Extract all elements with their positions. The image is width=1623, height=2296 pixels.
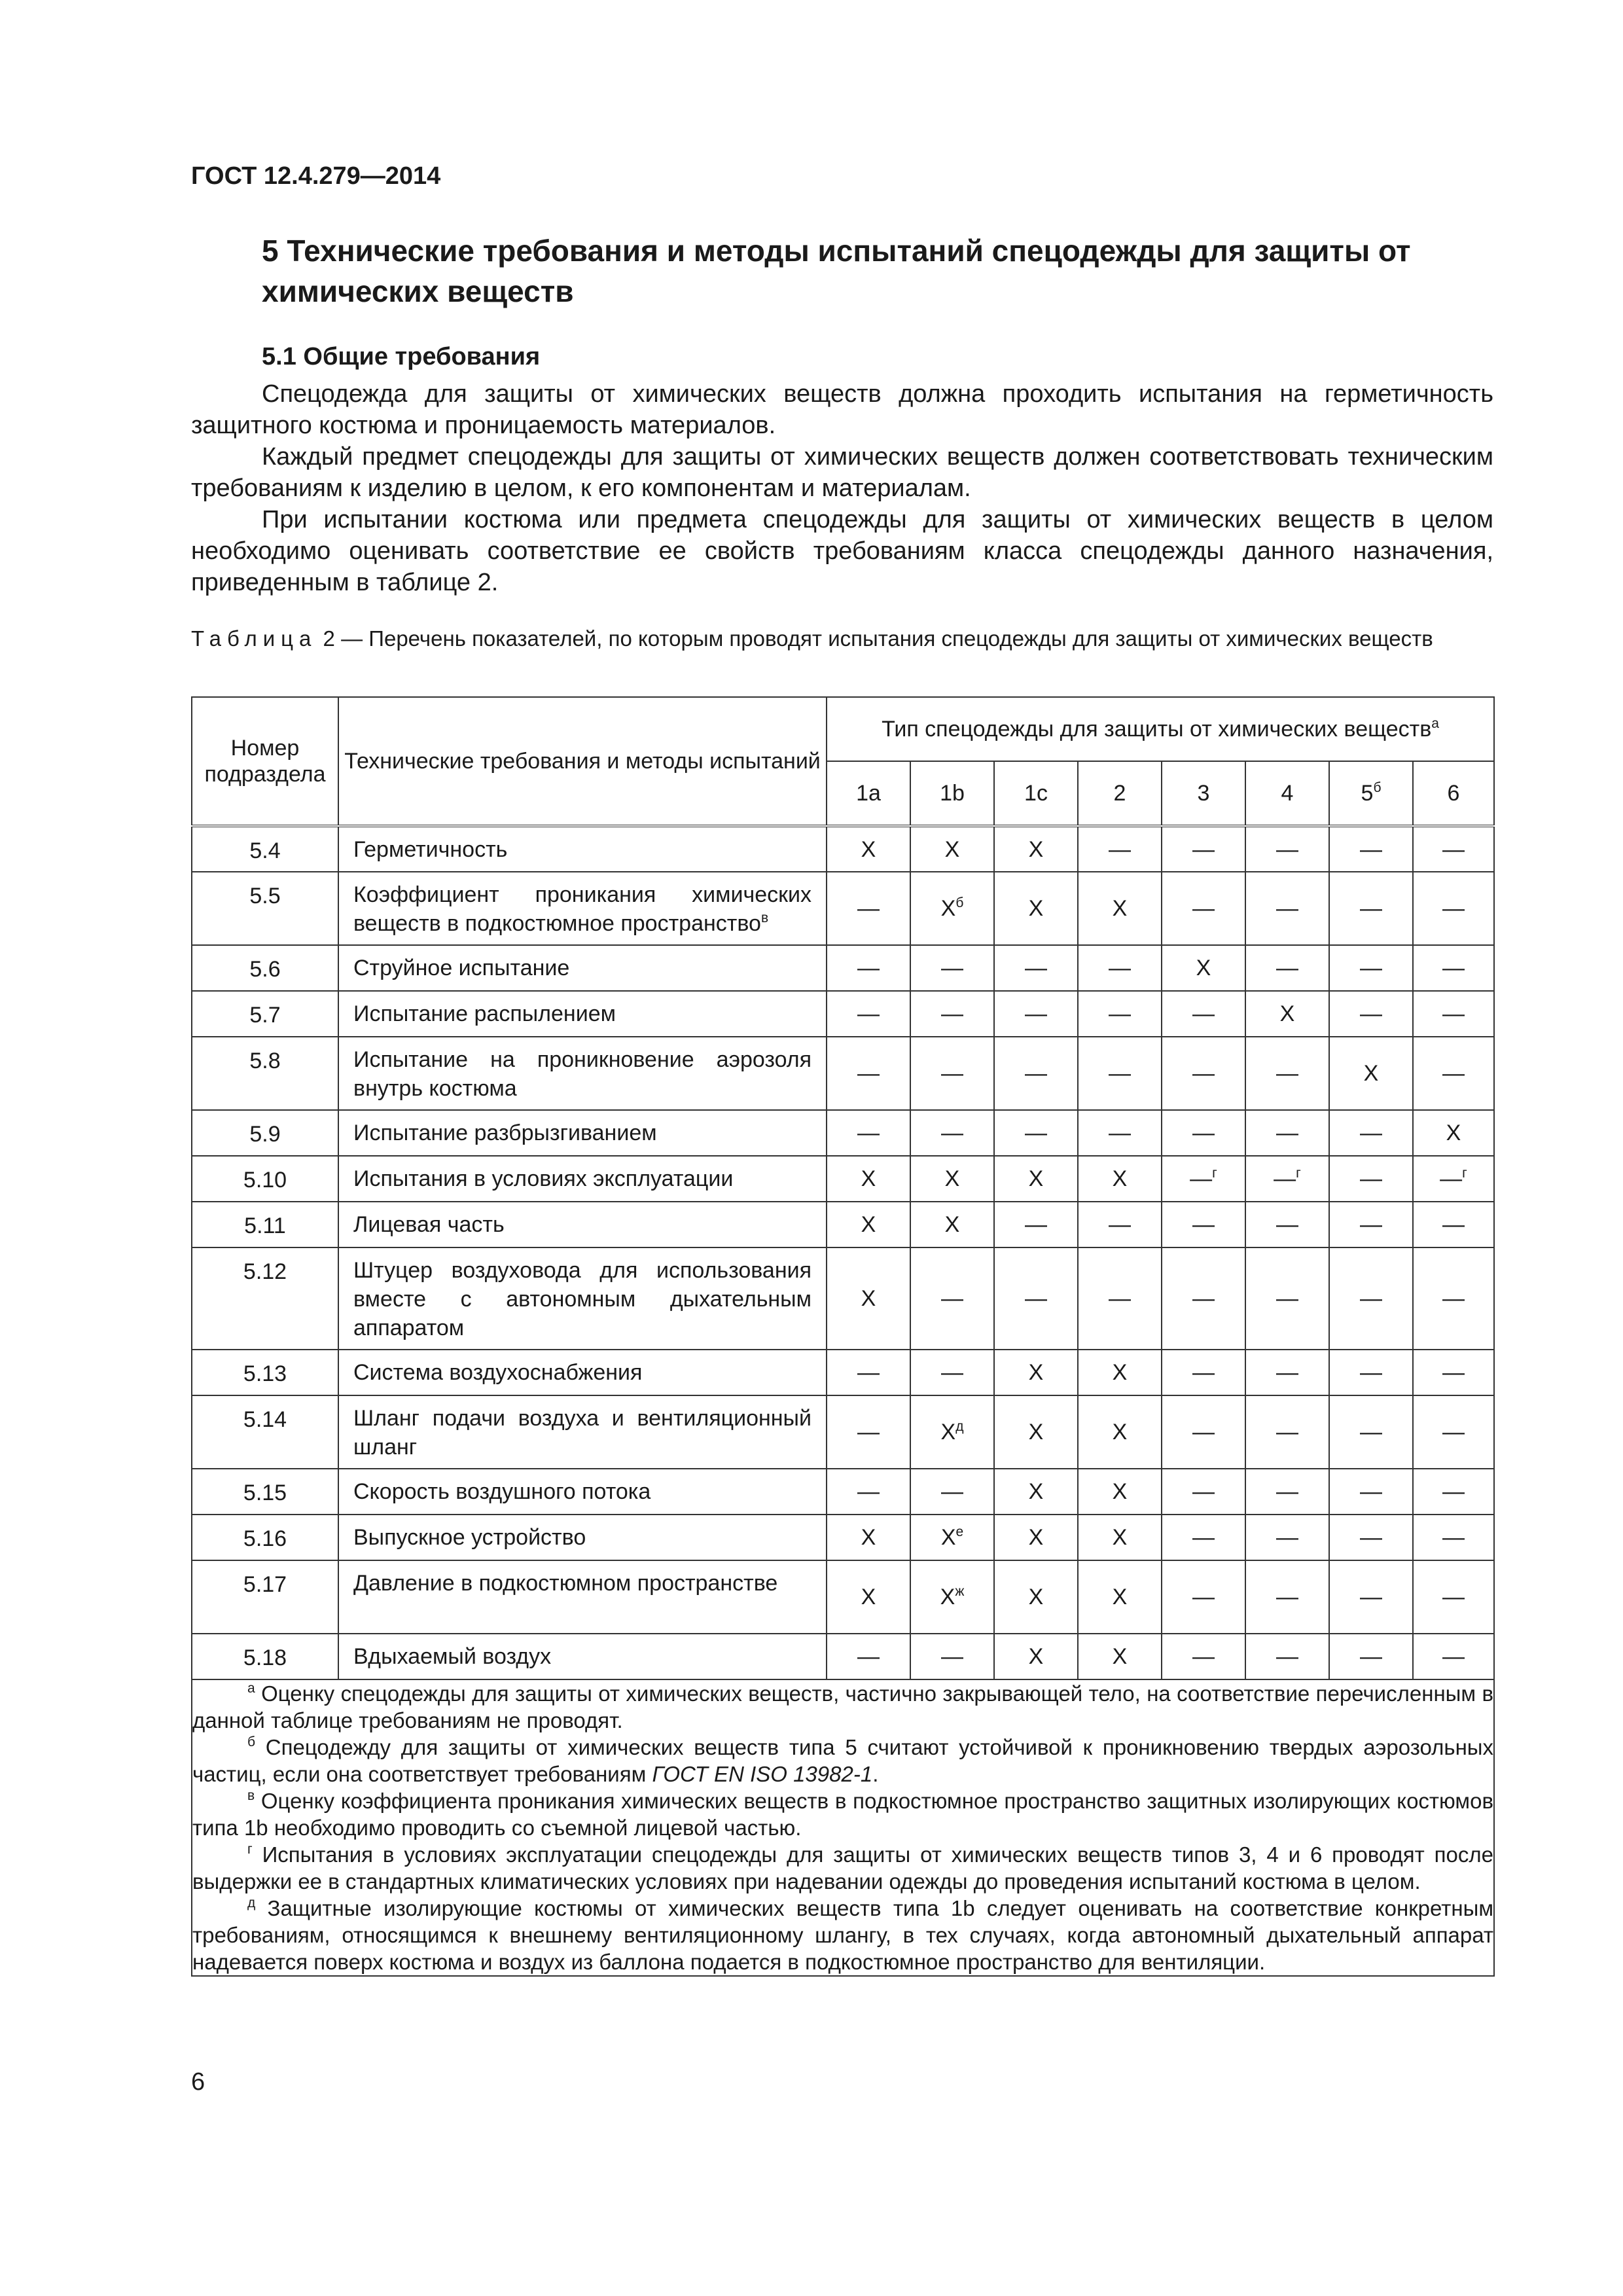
- row-requirement: Штуцер воздуховода для использования вместе с автономным дыхательным аппаратом: [338, 1247, 827, 1350]
- row-mark-type-8: —: [1413, 826, 1494, 872]
- row-mark-type-6: —: [1245, 872, 1329, 945]
- row-mark-type-1: —: [827, 1350, 910, 1395]
- row-mark-type-8: —: [1413, 872, 1494, 945]
- row-subsection-number: 5.7: [192, 991, 338, 1037]
- row-mark-type-1: —: [827, 1037, 910, 1110]
- row-mark-type-3: —: [994, 1037, 1078, 1110]
- row-mark-type-8: —: [1413, 1202, 1494, 1247]
- row-mark-type-2: $X^е$: [910, 1515, 994, 1560]
- row-mark-type-7: X: [1329, 1037, 1413, 1110]
- row-mark-type-2: —: [910, 991, 994, 1037]
- header-clothing-types: Тип спецодежды для защиты от химических веществ$^а$: [827, 697, 1494, 761]
- row-mark-type-8: —: [1413, 945, 1494, 991]
- row-mark-type-5: —: [1162, 1202, 1245, 1247]
- row-mark-type-8: —: [1413, 991, 1494, 1037]
- row-mark-type-7: —: [1329, 1110, 1413, 1156]
- row-mark-type-5: —: [1162, 1247, 1245, 1350]
- section-title: 5 Технические требования и методы испытаний спецодежды для защиты от химических веществ: [262, 234, 1411, 308]
- header-type-5: 3: [1162, 761, 1245, 826]
- row-mark-type-1: —: [827, 872, 910, 945]
- row-requirement: Давление в подкостюмном пространстве: [338, 1560, 827, 1634]
- table-row: [192, 1395, 1494, 1469]
- row-mark-type-7: —: [1329, 1515, 1413, 1560]
- table-row: [192, 1469, 1494, 1515]
- row-mark-type-7: —: [1329, 1156, 1413, 1202]
- row-mark-type-6: —: [1245, 1202, 1329, 1247]
- row-mark-type-4: —: [1078, 1202, 1162, 1247]
- row-mark-type-5: —: [1162, 1110, 1245, 1156]
- footnote: $^д$ Защитные изолирующие костюмы от химических веществ типа 1b следует оценивать на соответствие конкретным требованиям, относящимся к внешнему вентиляционному шлангу, в тех случаях, когда автономный дыхательный аппарат надевается поверх костюма и воздух из баллона подается в подкостюмное пространство для вентиляции.: [192, 1895, 1494, 1974]
- row-mark-type-3: X: [994, 1634, 1078, 1679]
- row-requirement: Испытание на проникновение аэрозоля внутрь костюма: [338, 1037, 827, 1110]
- row-mark-type-3: —: [994, 945, 1078, 991]
- row-mark-type-2: $X^ж$: [910, 1560, 994, 1634]
- table-row: [192, 945, 1494, 991]
- row-mark-type-2: —: [910, 1469, 994, 1515]
- table-row: [192, 1247, 1494, 1350]
- row-mark-type-1: —: [827, 1110, 910, 1156]
- row-mark-type-1: —: [827, 1469, 910, 1515]
- row-mark-type-2: X: [910, 1156, 994, 1202]
- paragraph-2: Каждый предмет спецодежды для защиты от химических веществ должен соответствовать техническим требованиям к изделию в целом, к его компонентам и материалам.: [191, 443, 1493, 502]
- row-mark-type-2: X: [910, 1202, 994, 1247]
- row-requirement: Герметичность: [338, 826, 827, 872]
- row-mark-type-6: —: [1245, 1515, 1329, 1560]
- row-mark-type-5: —: [1162, 872, 1245, 945]
- row-mark-type-6: X: [1245, 991, 1329, 1037]
- row-requirement: Испытания в условиях эксплуатации: [338, 1156, 827, 1202]
- table-row: [192, 1202, 1494, 1247]
- row-mark-type-2: —: [910, 1350, 994, 1395]
- row-mark-type-2: —: [910, 1037, 994, 1110]
- row-subsection-number: 5.9: [192, 1110, 338, 1156]
- row-mark-type-5: —: [1162, 1395, 1245, 1469]
- row-requirement: Испытание распылением: [338, 991, 827, 1037]
- row-mark-type-6: —: [1245, 1560, 1329, 1634]
- row-mark-type-1: —: [827, 1634, 910, 1679]
- row-mark-type-4: X: [1078, 1515, 1162, 1560]
- row-mark-type-3: X: [994, 826, 1078, 872]
- header-type-3: 1c: [994, 761, 1078, 826]
- row-mark-type-4: X: [1078, 1634, 1162, 1679]
- row-mark-type-4: —: [1078, 826, 1162, 872]
- row-mark-type-4: X: [1078, 1469, 1162, 1515]
- footnote: $^г$ Испытания в условиях эксплуатации спецодежды для защиты от химических веществ типов 3, 4 и 6 проводят после выдержки ее в стандартных климатических условиях при надевании одежды до проведения испытаний костюма в целом.: [192, 1842, 1494, 1893]
- row-subsection-number: 5.15: [192, 1469, 338, 1515]
- row-mark-type-1: X: [827, 1202, 910, 1247]
- row-mark-type-7: —: [1329, 1469, 1413, 1515]
- row-mark-type-1: —: [827, 945, 910, 991]
- row-mark-type-7: —: [1329, 1350, 1413, 1395]
- row-subsection-number: 5.5: [192, 872, 338, 945]
- row-requirement: Струйное испытание: [338, 945, 827, 991]
- table-caption-label: Таблица: [191, 626, 317, 651]
- row-mark-type-3: —: [994, 1247, 1078, 1350]
- row-subsection-number: 5.13: [192, 1350, 338, 1395]
- row-requirement: Система воздухоснабжения: [338, 1350, 827, 1395]
- row-mark-type-5: —: [1162, 1560, 1245, 1634]
- row-mark-type-2: —: [910, 1634, 994, 1679]
- paragraph-1: Спецодежда для защиты от химических веществ должна проходить испытания на герметичность защитного костюма и проницаемость материалов.: [191, 380, 1493, 439]
- row-mark-type-8: —: [1413, 1350, 1494, 1395]
- row-requirement: Лицевая часть: [338, 1202, 827, 1247]
- row-mark-type-8: —: [1413, 1037, 1494, 1110]
- table-row: [192, 1634, 1494, 1679]
- row-mark-type-7: —: [1329, 945, 1413, 991]
- row-mark-type-3: X: [994, 872, 1078, 945]
- row-mark-type-6: —: [1245, 1037, 1329, 1110]
- row-mark-type-4: X: [1078, 1560, 1162, 1634]
- row-mark-type-8: —: [1413, 1515, 1494, 1560]
- row-mark-type-1: —: [827, 1395, 910, 1469]
- row-mark-type-8: X: [1413, 1110, 1494, 1156]
- row-mark-type-3: —: [994, 991, 1078, 1037]
- row-mark-type-8: —: [1413, 1395, 1494, 1469]
- row-requirement: Шланг подачи воздуха и вентиляционный шланг: [338, 1395, 827, 1469]
- row-subsection-number: 5.8: [192, 1037, 338, 1110]
- row-mark-type-3: X: [994, 1350, 1078, 1395]
- page-number: 6: [191, 2068, 205, 2096]
- table-row: [192, 1156, 1494, 1202]
- row-mark-type-6: —: [1245, 1469, 1329, 1515]
- row-mark-type-8: —$^г$: [1413, 1156, 1494, 1202]
- header-type-8: 6: [1413, 761, 1494, 826]
- row-mark-type-3: X: [994, 1515, 1078, 1560]
- row-mark-type-3: X: [994, 1156, 1078, 1202]
- document-id: ГОСТ 12.4.279—2014: [191, 162, 441, 190]
- row-mark-type-6: —: [1245, 1634, 1329, 1679]
- header-requirements: Технические требования и методы испытаний: [338, 697, 827, 826]
- row-mark-type-4: —: [1078, 1247, 1162, 1350]
- table-row: [192, 826, 1494, 872]
- body-text: [191, 378, 1493, 598]
- table-row: [192, 872, 1494, 945]
- row-mark-type-1: X: [827, 1247, 910, 1350]
- row-mark-type-6: —: [1245, 1247, 1329, 1350]
- header-type-2: 1b: [910, 761, 994, 826]
- table-row: [192, 1110, 1494, 1156]
- row-subsection-number: 5.12: [192, 1247, 338, 1350]
- row-mark-type-5: —: [1162, 1037, 1245, 1110]
- row-mark-type-6: —: [1245, 1395, 1329, 1469]
- row-subsection-number: 5.11: [192, 1202, 338, 1247]
- table-footnotes: [192, 1679, 1494, 1976]
- row-mark-type-1: X: [827, 1156, 910, 1202]
- row-mark-type-4: X: [1078, 1395, 1162, 1469]
- row-mark-type-3: X: [994, 1395, 1078, 1469]
- row-requirement: Коэффициент проникания химических веществ в подкостюмное пространство$^в$: [338, 872, 827, 945]
- row-requirement: Выпускное устройство: [338, 1515, 827, 1560]
- row-mark-type-2: $X^д$: [910, 1395, 994, 1469]
- table-row: [192, 1515, 1494, 1560]
- row-subsection-number: 5.6: [192, 945, 338, 991]
- header-subsection-number: Номер подраздела: [192, 697, 338, 826]
- row-mark-type-2: $X^б$: [910, 872, 994, 945]
- row-subsection-number: 5.4: [192, 826, 338, 872]
- footnote: $^а$ Оценку спецодежды для защиты от химических веществ, частично закрывающей тело, на соответствие перечисленным в данной таблице требованиям не проводят.: [192, 1681, 1494, 1732]
- header-type-4: 2: [1078, 761, 1162, 826]
- row-mark-type-8: —: [1413, 1634, 1494, 1679]
- row-mark-type-7: —: [1329, 1247, 1413, 1350]
- row-mark-type-2: —: [910, 1247, 994, 1350]
- row-mark-type-2: X: [910, 826, 994, 872]
- row-mark-type-7: —: [1329, 1634, 1413, 1679]
- row-subsection-number: 5.10: [192, 1156, 338, 1202]
- header-type-1: 1a: [827, 761, 910, 826]
- header-type-6: 4: [1245, 761, 1329, 826]
- row-mark-type-3: —: [994, 1110, 1078, 1156]
- row-subsection-number: 5.14: [192, 1395, 338, 1469]
- row-mark-type-8: —: [1413, 1560, 1494, 1634]
- row-mark-type-4: X: [1078, 1156, 1162, 1202]
- row-mark-type-6: —: [1245, 1350, 1329, 1395]
- row-mark-type-5: —: [1162, 1469, 1245, 1515]
- row-mark-type-4: —: [1078, 991, 1162, 1037]
- table-caption: [191, 625, 1493, 653]
- row-mark-type-2: —: [910, 945, 994, 991]
- row-mark-type-4: X: [1078, 1350, 1162, 1395]
- row-mark-type-5: —: [1162, 1634, 1245, 1679]
- row-mark-type-3: X: [994, 1469, 1078, 1515]
- row-mark-type-3: —: [994, 1202, 1078, 1247]
- row-mark-type-5: —: [1162, 1515, 1245, 1560]
- row-mark-type-4: —: [1078, 1037, 1162, 1110]
- row-mark-type-8: —: [1413, 1469, 1494, 1515]
- paragraph-3: При испытании костюма или предмета спецодежды для защиты от химических веществ в целом необходимо оценивать соответствие ее свойств требованиям класса спецодежды данного назначения, приведенным в таблице 2.: [191, 506, 1493, 596]
- row-subsection-number: 5.17: [192, 1560, 338, 1634]
- row-mark-type-5: —: [1162, 991, 1245, 1037]
- table-caption-text: 2 — Перечень показателей, по которым проводят испытания спецодежды для защиты от химических веществ: [317, 626, 1433, 651]
- row-mark-type-4: —: [1078, 945, 1162, 991]
- row-mark-type-2: —: [910, 1110, 994, 1156]
- row-mark-type-7: —: [1329, 872, 1413, 945]
- row-mark-type-7: —: [1329, 826, 1413, 872]
- row-mark-type-8: —: [1413, 1247, 1494, 1350]
- row-mark-type-1: X: [827, 826, 910, 872]
- subsection-title: 5.1 Общие требования: [262, 343, 541, 370]
- table-row: [192, 1560, 1494, 1634]
- row-mark-type-7: —: [1329, 1395, 1413, 1469]
- footnote: $^в$ Оценку коэффициента проникания химических веществ в подкостюмное пространство защитных изолирующих костюмов типа 1b необходимо проводить со съемной лицевой частью.: [192, 1788, 1494, 1840]
- row-mark-type-5: —: [1162, 826, 1245, 872]
- row-mark-type-4: X: [1078, 872, 1162, 945]
- row-mark-type-6: —$^г$: [1245, 1156, 1329, 1202]
- row-mark-type-6: —: [1245, 826, 1329, 872]
- row-subsection-number: 5.18: [192, 1634, 338, 1679]
- row-mark-type-6: —: [1245, 945, 1329, 991]
- row-mark-type-1: X: [827, 1560, 910, 1634]
- header-type-7: $5^б$: [1329, 761, 1413, 826]
- table-row: [192, 1350, 1494, 1395]
- footnote: $^б$ Спецодежду для защиты от химических веществ типа 5 считают устойчивой к проникновению твердых аэрозольных частиц, если она соответствует требованиям ГОСТ EN ISO 13982-1.: [192, 1734, 1494, 1786]
- row-mark-type-7: —: [1329, 991, 1413, 1037]
- row-mark-type-1: —: [827, 991, 910, 1037]
- row-requirement: Испытание разбрызгиванием: [338, 1110, 827, 1156]
- row-mark-type-6: —: [1245, 1110, 1329, 1156]
- row-requirement: Вдыхаемый воздух: [338, 1634, 827, 1679]
- table-row: [192, 991, 1494, 1037]
- row-mark-type-5: —: [1162, 1350, 1245, 1395]
- row-mark-type-4: —: [1078, 1110, 1162, 1156]
- row-mark-type-5: X: [1162, 945, 1245, 991]
- row-mark-type-3: X: [994, 1560, 1078, 1634]
- row-mark-type-7: —: [1329, 1202, 1413, 1247]
- row-mark-type-7: —: [1329, 1560, 1413, 1634]
- row-requirement: Скорость воздушного потока: [338, 1469, 827, 1515]
- row-mark-type-1: X: [827, 1515, 910, 1560]
- table-row: [192, 1037, 1494, 1110]
- row-subsection-number: 5.16: [192, 1515, 338, 1560]
- row-mark-type-5: —$^г$: [1162, 1156, 1245, 1202]
- requirements-table: [191, 696, 1495, 1977]
